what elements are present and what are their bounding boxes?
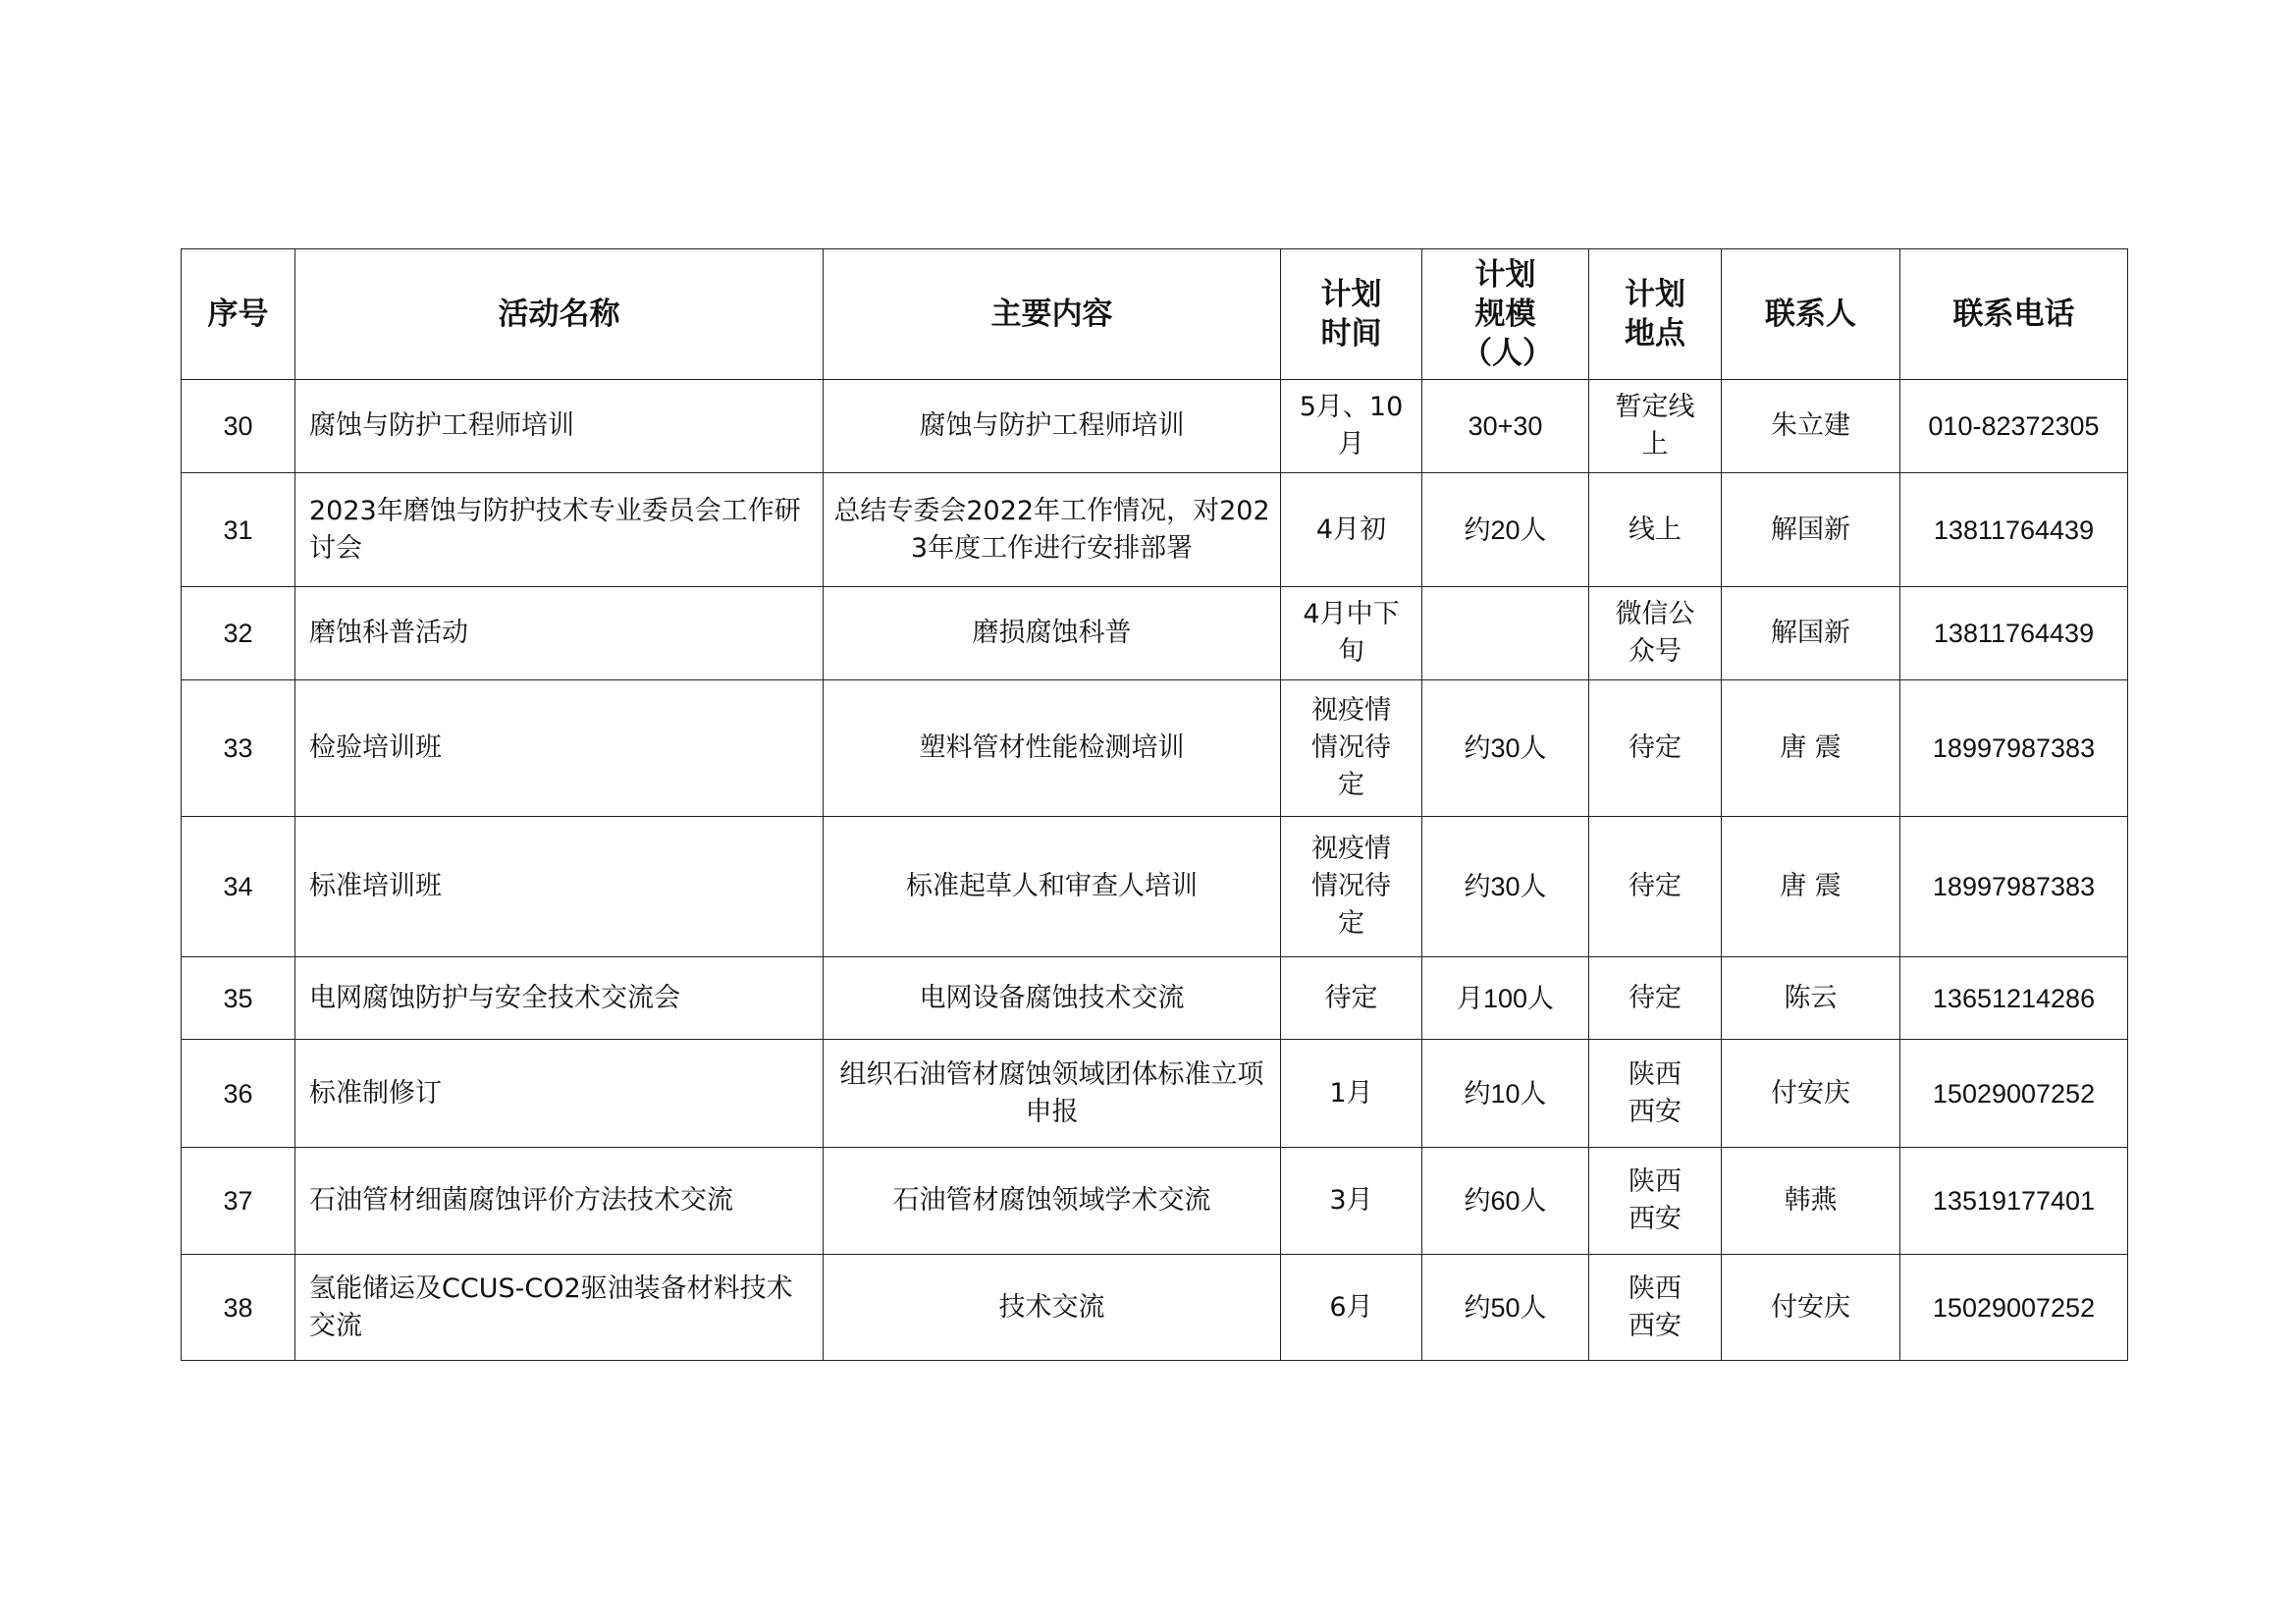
cell-seq: 37 bbox=[182, 1148, 295, 1255]
cell-seq: 35 bbox=[182, 957, 295, 1040]
cell-contact: 付安庆 bbox=[1722, 1255, 1900, 1361]
cell-contact: 唐 震 bbox=[1722, 680, 1900, 817]
cell-phone: 13811764439 bbox=[1900, 473, 2128, 587]
cell-place: 陕西西安 bbox=[1589, 1040, 1722, 1148]
cell-seq: 36 bbox=[182, 1040, 295, 1148]
header-time: 计划时间 bbox=[1281, 249, 1422, 380]
cell-content: 石油管材腐蚀领域学术交流 bbox=[824, 1148, 1281, 1255]
cell-contact: 韩燕 bbox=[1722, 1148, 1900, 1255]
cell-scale: 月100人 bbox=[1422, 957, 1589, 1040]
cell-scale: 30+30 bbox=[1422, 380, 1589, 473]
cell-scale: 约60人 bbox=[1422, 1148, 1589, 1255]
header-place: 计划地点 bbox=[1589, 249, 1722, 380]
cell-place: 微信公众号 bbox=[1589, 587, 1722, 680]
cell-scale: 约10人 bbox=[1422, 1040, 1589, 1148]
cell-place: 待定 bbox=[1589, 957, 1722, 1040]
table-row bbox=[182, 1255, 2128, 1361]
cell-name: 电网腐蚀防护与安全技术交流会 bbox=[295, 957, 824, 1040]
table-header-row bbox=[182, 249, 2128, 380]
cell-name: 2023年磨蚀与防护技术专业委员会工作研讨会 bbox=[295, 473, 824, 587]
cell-scale: 约30人 bbox=[1422, 817, 1589, 957]
cell-content: 技术交流 bbox=[824, 1255, 1281, 1361]
header-content: 主要内容 bbox=[824, 249, 1281, 380]
cell-time: 4月中下旬 bbox=[1281, 587, 1422, 680]
cell-contact: 唐 震 bbox=[1722, 817, 1900, 957]
header-scale: 计划规模（人） bbox=[1422, 249, 1589, 380]
cell-name: 腐蚀与防护工程师培训 bbox=[295, 380, 824, 473]
table-row bbox=[182, 680, 2128, 817]
activity-plan-table bbox=[181, 248, 2128, 1361]
table-row bbox=[182, 1040, 2128, 1148]
cell-time: 5月、10月 bbox=[1281, 380, 1422, 473]
cell-scale: 约20人 bbox=[1422, 473, 1589, 587]
cell-name: 石油管材细菌腐蚀评价方法技术交流 bbox=[295, 1148, 824, 1255]
cell-seq: 31 bbox=[182, 473, 295, 587]
table-row bbox=[182, 957, 2128, 1040]
cell-place: 待定 bbox=[1589, 680, 1722, 817]
cell-seq: 38 bbox=[182, 1255, 295, 1361]
cell-contact: 朱立建 bbox=[1722, 380, 1900, 473]
cell-time: 视疫情情况待定 bbox=[1281, 817, 1422, 957]
cell-name: 标准培训班 bbox=[295, 817, 824, 957]
cell-name: 标准制修订 bbox=[295, 1040, 824, 1148]
cell-contact: 解国新 bbox=[1722, 473, 1900, 587]
cell-content: 电网设备腐蚀技术交流 bbox=[824, 957, 1281, 1040]
cell-phone: 15029007252 bbox=[1900, 1040, 2128, 1148]
cell-phone: 13651214286 bbox=[1900, 957, 2128, 1040]
cell-name: 检验培训班 bbox=[295, 680, 824, 817]
cell-phone: 18997987383 bbox=[1900, 680, 2128, 817]
cell-content: 组织石油管材腐蚀领域团体标准立项申报 bbox=[824, 1040, 1281, 1148]
cell-scale bbox=[1422, 587, 1589, 680]
cell-phone: 13811764439 bbox=[1900, 587, 2128, 680]
cell-content: 标准起草人和审查人培训 bbox=[824, 817, 1281, 957]
table-row bbox=[182, 473, 2128, 587]
cell-seq: 32 bbox=[182, 587, 295, 680]
cell-content: 塑料管材性能检测培训 bbox=[824, 680, 1281, 817]
cell-place: 陕西西安 bbox=[1589, 1255, 1722, 1361]
cell-scale: 约30人 bbox=[1422, 680, 1589, 817]
cell-time: 待定 bbox=[1281, 957, 1422, 1040]
cell-place: 陕西西安 bbox=[1589, 1148, 1722, 1255]
cell-place: 待定 bbox=[1589, 817, 1722, 957]
header-seq: 序号 bbox=[182, 249, 295, 380]
cell-phone: 13519177401 bbox=[1900, 1148, 2128, 1255]
cell-content: 腐蚀与防护工程师培训 bbox=[824, 380, 1281, 473]
cell-time: 4月初 bbox=[1281, 473, 1422, 587]
table-row bbox=[182, 817, 2128, 957]
cell-phone: 010-82372305 bbox=[1900, 380, 2128, 473]
table-row bbox=[182, 587, 2128, 680]
cell-seq: 33 bbox=[182, 680, 295, 817]
cell-place: 暂定线上 bbox=[1589, 380, 1722, 473]
cell-contact: 付安庆 bbox=[1722, 1040, 1900, 1148]
cell-scale: 约50人 bbox=[1422, 1255, 1589, 1361]
cell-time: 1月 bbox=[1281, 1040, 1422, 1148]
cell-time: 6月 bbox=[1281, 1255, 1422, 1361]
cell-name: 氢能储运及CCUS-CO2驱油装备材料技术交流 bbox=[295, 1255, 824, 1361]
cell-name: 磨蚀科普活动 bbox=[295, 587, 824, 680]
header-phone: 联系电话 bbox=[1900, 249, 2128, 380]
cell-seq: 30 bbox=[182, 380, 295, 473]
cell-place: 线上 bbox=[1589, 473, 1722, 587]
cell-contact: 解国新 bbox=[1722, 587, 1900, 680]
cell-time: 视疫情情况待定 bbox=[1281, 680, 1422, 817]
header-contact: 联系人 bbox=[1722, 249, 1900, 380]
cell-content: 磨损腐蚀科普 bbox=[824, 587, 1281, 680]
table-row bbox=[182, 380, 2128, 473]
cell-time: 3月 bbox=[1281, 1148, 1422, 1255]
cell-contact: 陈云 bbox=[1722, 957, 1900, 1040]
cell-phone: 18997987383 bbox=[1900, 817, 2128, 957]
cell-phone: 15029007252 bbox=[1900, 1255, 2128, 1361]
cell-content: 总结专委会2022年工作情况，对2023年度工作进行安排部署 bbox=[824, 473, 1281, 587]
table-row bbox=[182, 1148, 2128, 1255]
header-name: 活动名称 bbox=[295, 249, 824, 380]
cell-seq: 34 bbox=[182, 817, 295, 957]
